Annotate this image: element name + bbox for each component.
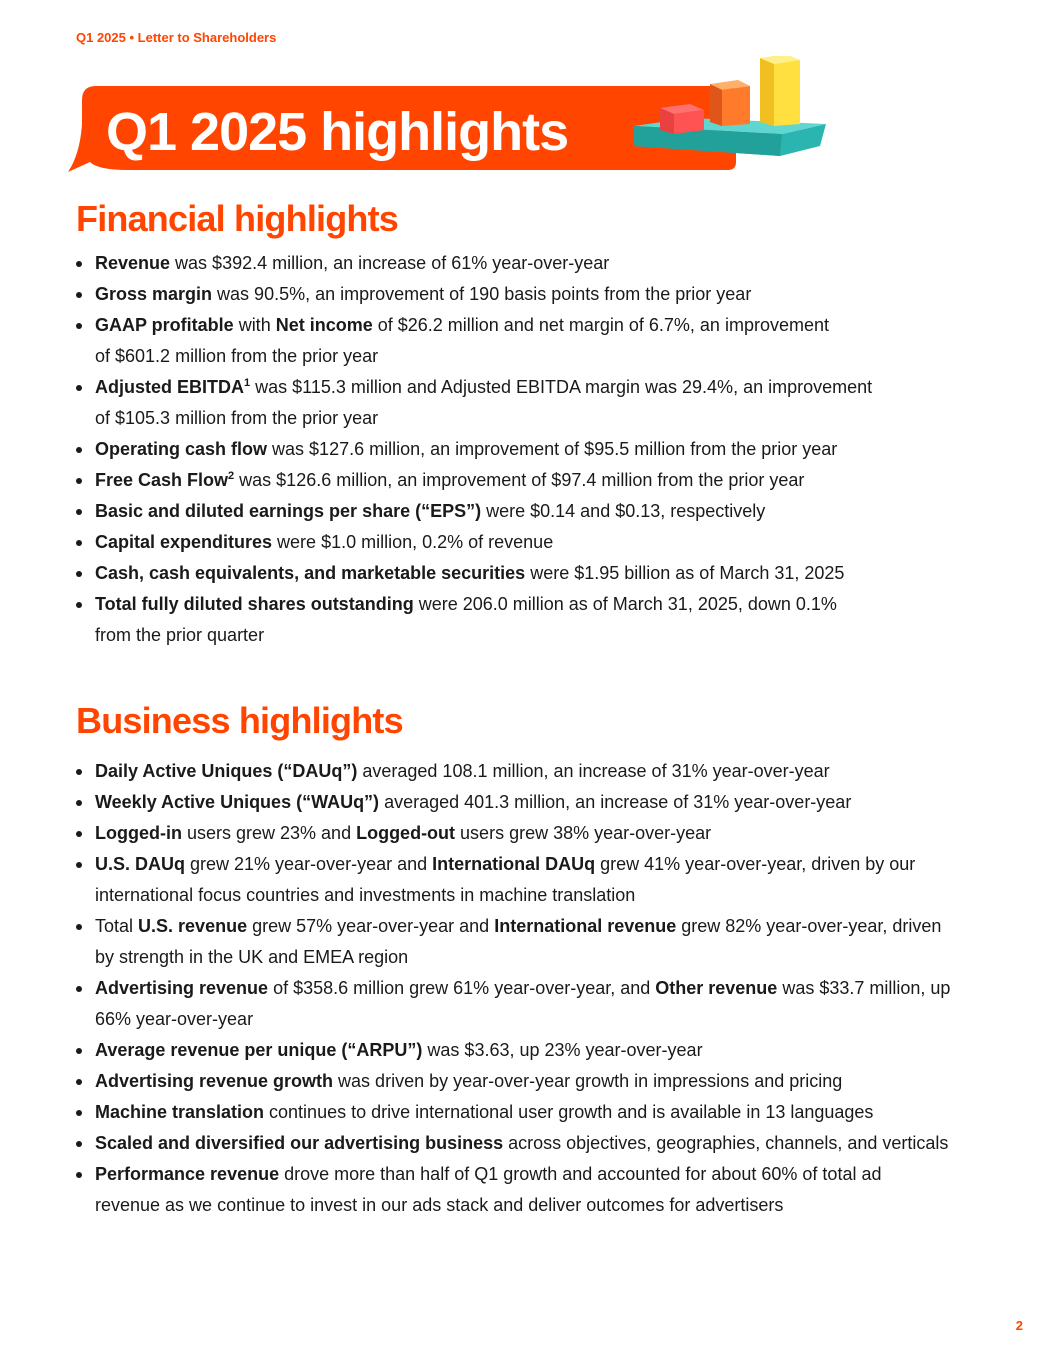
item-text: continues to drive international user growth and is available in 13 languages xyxy=(264,1102,874,1122)
list-item xyxy=(76,1035,1006,1066)
list-item xyxy=(76,434,1006,465)
business-highlights-heading: Business highlights xyxy=(76,700,403,741)
bullet-dot xyxy=(76,323,82,329)
item-text: of $601.2 million from the prior year xyxy=(95,346,379,366)
bold-term: Performance revenue xyxy=(95,1164,280,1184)
bullet-dot xyxy=(76,1079,82,1085)
item-text: of $26.2 million and net margin of 6.7%, an improvement xyxy=(372,315,829,335)
list-item xyxy=(76,787,1006,818)
bullet-dot xyxy=(76,540,82,546)
item-text: was $126.6 million, an improvement of $97.4 million from the prior year xyxy=(234,470,805,490)
bold-term: Cash, cash equivalents, and marketable securities xyxy=(95,563,526,583)
list-item xyxy=(76,310,1006,372)
bullet-dot xyxy=(76,769,82,775)
item-text: international focus countries and investments in machine translation xyxy=(95,885,636,905)
footnote-marker: 2 xyxy=(228,470,235,482)
bold-term: GAAP profitable xyxy=(95,315,234,335)
item-text: Total xyxy=(95,916,139,936)
bold-term: Operating cash flow xyxy=(95,439,268,459)
bold-term: Machine translation xyxy=(95,1102,265,1122)
bullet-dot xyxy=(76,509,82,515)
page-title: Q1 2025 highlights xyxy=(106,102,569,162)
bold-term: International revenue xyxy=(494,916,677,936)
business-highlights-list xyxy=(76,756,1006,1221)
item-text: averaged 108.1 million, an increase of 31% year-over-year xyxy=(357,761,830,781)
item-text: grew 21% year-over-year and xyxy=(185,854,433,874)
bold-term: Logged-in xyxy=(95,823,182,843)
item-text: was $127.6 million, an improvement of $95.5 million from the prior year xyxy=(267,439,838,459)
list-item xyxy=(76,496,1006,527)
item-text: were 206.0 million as of March 31, 2025, down 0.1% xyxy=(413,594,837,614)
item-text: was $33.7 million, up xyxy=(777,978,951,998)
bullet-dot xyxy=(76,800,82,806)
bullet-dot xyxy=(76,1110,82,1116)
financial-highlights-list xyxy=(76,248,1006,651)
item-text: revenue as we continue to invest in our ads stack and deliver outcomes for advertisers xyxy=(95,1195,784,1215)
item-text: averaged 401.3 million, an increase of 31% year-over-year xyxy=(379,792,852,812)
bullet-dot xyxy=(76,571,82,577)
bold-term: Total fully diluted shares outstanding xyxy=(95,594,414,614)
bullet-dot xyxy=(76,385,82,391)
bold-term: U.S. revenue xyxy=(138,916,248,936)
running-head: Q1 2025 • Letter to Shareholders xyxy=(76,30,277,45)
list-item xyxy=(76,818,1006,849)
list-item xyxy=(76,1066,1006,1097)
bullet-dot xyxy=(76,1048,82,1054)
bullet-dot xyxy=(76,986,82,992)
bold-term: Logged-out xyxy=(356,823,456,843)
bullet-dot xyxy=(76,862,82,868)
bold-term: Adjusted EBITDA xyxy=(95,377,245,397)
list-item xyxy=(76,558,1006,589)
bold-term: Basic and diluted earnings per share (“EPS”) xyxy=(95,501,482,521)
bullet-dot xyxy=(76,831,82,837)
item-text: with xyxy=(233,315,276,335)
bullet-dot xyxy=(76,447,82,453)
title-banner xyxy=(68,84,838,188)
item-text: users grew 38% year-over-year xyxy=(455,823,712,843)
bold-term: Net income xyxy=(275,315,373,335)
list-item xyxy=(76,527,1006,558)
item-text: from the prior quarter xyxy=(95,625,265,645)
bold-term: International DAUq xyxy=(432,854,596,874)
item-text: across objectives, geographies, channels, and verticals xyxy=(503,1133,949,1153)
item-text: were $1.95 billion as of March 31, 2025 xyxy=(525,563,845,583)
item-text: grew 57% year-over-year and xyxy=(247,916,495,936)
page-number: 2 xyxy=(1015,1318,1023,1333)
list-item xyxy=(76,756,1006,787)
bar-chart-icon xyxy=(630,56,830,166)
item-text: was $3.63, up 23% year-over-year xyxy=(422,1040,703,1060)
list-item xyxy=(76,1159,1006,1221)
bold-term: Gross margin xyxy=(95,284,213,304)
bullet-dot xyxy=(76,292,82,298)
bold-term: Advertising revenue xyxy=(95,978,269,998)
financial-highlights-heading: Financial highlights xyxy=(76,198,399,239)
bold-term: Capital expenditures xyxy=(95,532,273,552)
list-item xyxy=(76,911,1006,973)
item-text: by strength in the UK and EMEA region xyxy=(95,947,409,967)
bullet-dot xyxy=(76,261,82,267)
bold-term: Daily Active Uniques (“DAUq”) xyxy=(95,761,358,781)
bold-term: Revenue xyxy=(95,253,171,273)
bullet-dot xyxy=(76,1141,82,1147)
item-text: grew 41% year-over-year, driven by our xyxy=(595,854,916,874)
item-text: 66% year-over-year xyxy=(95,1009,254,1029)
bullet-dot xyxy=(76,1172,82,1178)
list-item xyxy=(76,1097,1006,1128)
footnote-marker: 1 xyxy=(244,377,251,389)
list-item xyxy=(76,1128,1006,1159)
list-item xyxy=(76,849,1006,911)
bold-term: Weekly Active Uniques (“WAUq”) xyxy=(95,792,380,812)
list-item xyxy=(76,372,1006,434)
item-text: users grew 23% and xyxy=(181,823,357,843)
item-text: was $392.4 million, an increase of 61% year-over-year xyxy=(170,253,610,273)
bold-term: U.S. DAUq xyxy=(95,854,185,874)
list-item xyxy=(76,248,1006,279)
bold-term: Average revenue per unique (“ARPU”) xyxy=(95,1040,423,1060)
item-text: drove more than half of Q1 growth and accounted for about 60% of total ad xyxy=(279,1164,882,1184)
item-text: of $358.6 million grew 61% year-over-year, and xyxy=(268,978,656,998)
item-text: was 90.5%, an improvement of 190 basis points from the prior year xyxy=(212,284,752,304)
bold-term: Scaled and diversified our advertising business xyxy=(95,1133,504,1153)
bold-term: Free Cash Flow xyxy=(95,470,229,490)
item-text: was driven by year-over-year growth in impressions and pricing xyxy=(333,1071,843,1091)
item-text: was $115.3 million and Adjusted EBITDA margin was 29.4%, an improvement xyxy=(250,377,873,397)
list-item xyxy=(76,465,1006,496)
bold-term: Advertising revenue growth xyxy=(95,1071,334,1091)
item-text: of $105.3 million from the prior year xyxy=(95,408,379,428)
list-item xyxy=(76,973,1006,1035)
bullet-dot xyxy=(76,924,82,930)
list-item xyxy=(76,589,1006,651)
item-text: were $1.0 million, 0.2% of revenue xyxy=(272,532,554,552)
bullet-dot xyxy=(76,478,82,484)
item-text: were $0.14 and $0.13, respectively xyxy=(481,501,766,521)
item-text: grew 82% year-over-year, driven xyxy=(676,916,942,936)
list-item xyxy=(76,279,1006,310)
bold-term: Other revenue xyxy=(655,978,778,998)
bullet-dot xyxy=(76,602,82,608)
